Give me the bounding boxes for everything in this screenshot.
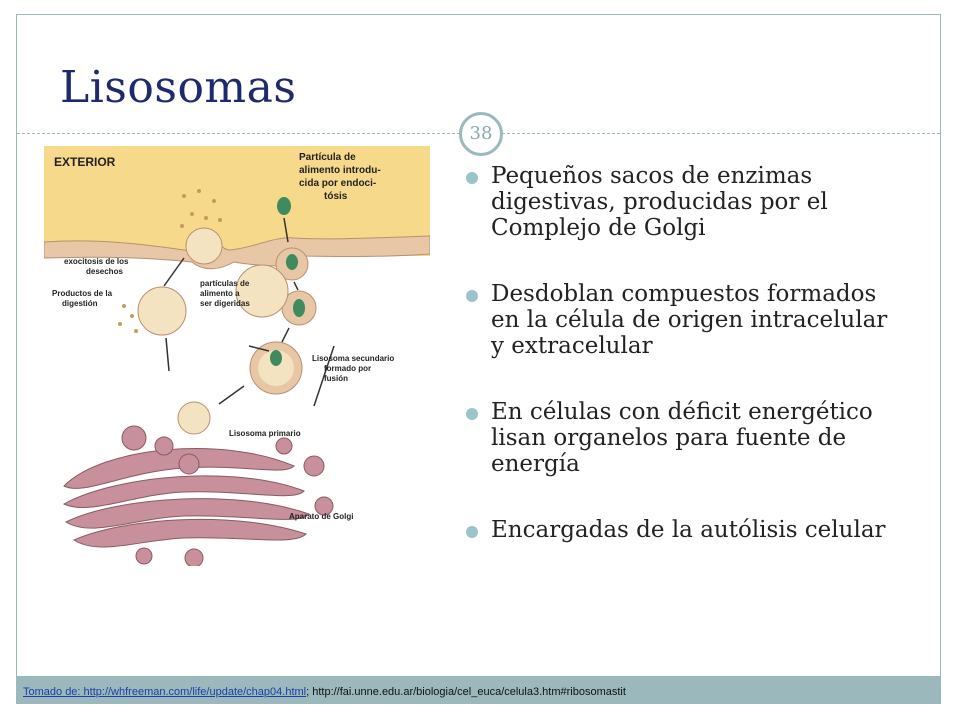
bullet-item (466, 163, 906, 241)
bullet-text: Pequeños sacos de enzimas digestivas, producidas por el Complejo de Golgi (491, 163, 828, 241)
food-particles-label-3: ser digeridas (200, 299, 250, 308)
bullet-text: Encargadas de la autólisis celular (491, 517, 886, 543)
bullet-text: Desdoblan compuestos formados en la célula de origen intracelular y extracelular (491, 281, 888, 359)
secondary-lysosome-label-3: fusión (324, 374, 348, 383)
particle-label-4: tósis (324, 191, 348, 202)
bullet-icon (466, 408, 478, 420)
bullet-list (466, 163, 906, 583)
food-particles-label-1: partículas de (200, 279, 250, 288)
particle-label-2: alimento introdu- (299, 165, 381, 176)
exocytosis-label-1: exocitosis de los (64, 257, 129, 266)
products-label-1: Productos de la (52, 289, 113, 298)
bullet-icon (466, 526, 478, 538)
products-label-2: digestión (62, 299, 98, 308)
bullet-item (466, 399, 906, 477)
bullet-item (466, 281, 906, 359)
secondary-lysosome-label-2: formado por (324, 364, 372, 373)
slide-number-badge: 38 (459, 112, 503, 156)
food-particle-icon (277, 197, 291, 215)
lysosome-diagram (44, 146, 430, 566)
secondary-lysosome-label-1: Lisosoma secundario (312, 354, 395, 363)
particle-label-3: cida por endoci- (299, 178, 377, 189)
food-particles-label-2: alimento a (200, 289, 240, 298)
exocytosis-label-2: desechos (86, 267, 123, 276)
source-link[interactable]: Tomado de: http://whfreeman.com/life/update/chap04.html (23, 686, 307, 698)
source-footer (17, 676, 940, 703)
bullet-icon (466, 172, 478, 184)
bullet-icon (466, 290, 478, 302)
slide-title: Lisosomas (60, 62, 297, 113)
source-rest-text: ; http://fai.unne.edu.ar/biologia/cel_euca/celula3.htm#ribosomastit (306, 686, 626, 698)
golgi-label: Aparato de Golgi (289, 512, 354, 521)
particle-label-1: Partícula de (299, 152, 356, 163)
primary-lysosome-label: Lisosoma primario (229, 429, 301, 438)
bullet-text: En células con déficit energético lisan organelos para fuente de energía (491, 399, 873, 477)
bullet-item (466, 517, 906, 543)
exterior-label: EXTERIOR (54, 155, 116, 169)
